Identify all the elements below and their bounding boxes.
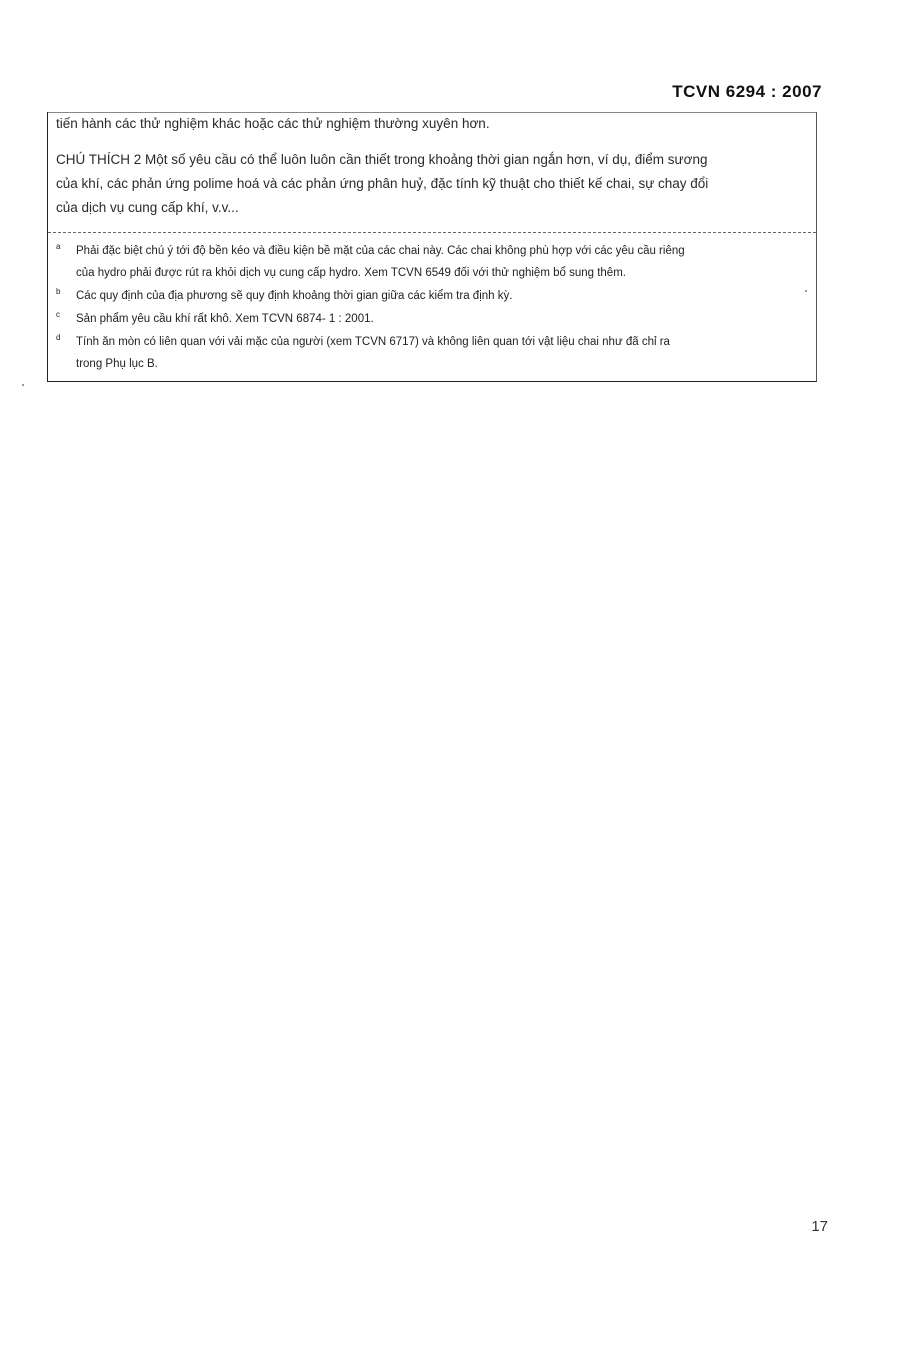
table-continuation-box xyxy=(47,112,817,382)
note-line-1: CHÚ THÍCH 2 Một số yêu cầu có thể luôn luôn cần thiết trong khoảng thời gian ngắn hơn, ví dụ, điểm sương xyxy=(56,152,708,167)
standard-code-header: TCVN 6294 : 2007 xyxy=(672,82,822,101)
footnote-text: Sản phẩm yêu cầu khí rất khô. Xem TCVN 6874- 1 : 2001. xyxy=(76,313,374,325)
footnote-c xyxy=(54,308,808,330)
footnote-a xyxy=(54,240,808,284)
note-line-3: của dịch vụ cung cấp khí, v.v... xyxy=(56,200,239,215)
footnote-text-cont: của hydro phải được rút ra khỏi dịch vụ cung cấp hydro. Xem TCVN 6549 đối với thử nghiệm bổ sung thêm. xyxy=(76,267,626,279)
footnote-b xyxy=(54,285,808,307)
note-2 xyxy=(56,148,808,220)
footnotes-list xyxy=(54,240,808,376)
footnote-text: Tính ăn mòn có liên quan với vải mặc của người (xem TCVN 6717) và không liên quan tới vật liệu chai như đã chỉ ra xyxy=(76,336,670,348)
footnote-text-cont: trong Phụ lục B. xyxy=(76,358,158,370)
footnote-mark: a xyxy=(56,242,61,251)
scan-speck xyxy=(805,290,807,292)
footnote-d xyxy=(54,331,808,375)
note-line-2: của khí, các phản ứng polime hoá và các phản ứng phân huỷ, đặc tính kỹ thuật cho thiết kế chai, sự chay đổi xyxy=(56,176,709,191)
page-number: 17 xyxy=(811,1218,828,1235)
table-top-rule xyxy=(48,112,816,113)
footnote-text: Các quy định của địa phương sẽ quy định khoảng thời gian giữa các kiểm tra định kỳ. xyxy=(76,290,513,302)
footnote-divider xyxy=(48,232,816,233)
continuation-text: tiến hành các thử nghiệm khác hoặc các thử nghiệm thường xuyên hơn. xyxy=(56,116,490,131)
footnote-text: Phải đặc biệt chú ý tới độ bền kéo và điều kiện bề mặt của các chai này. Các chai không phù hợp với các yêu cầu riêng xyxy=(76,245,685,257)
footnote-mark: b xyxy=(56,287,61,296)
scan-speck xyxy=(22,384,24,386)
footnote-mark: c xyxy=(56,310,60,319)
footnote-mark: d xyxy=(56,333,61,342)
